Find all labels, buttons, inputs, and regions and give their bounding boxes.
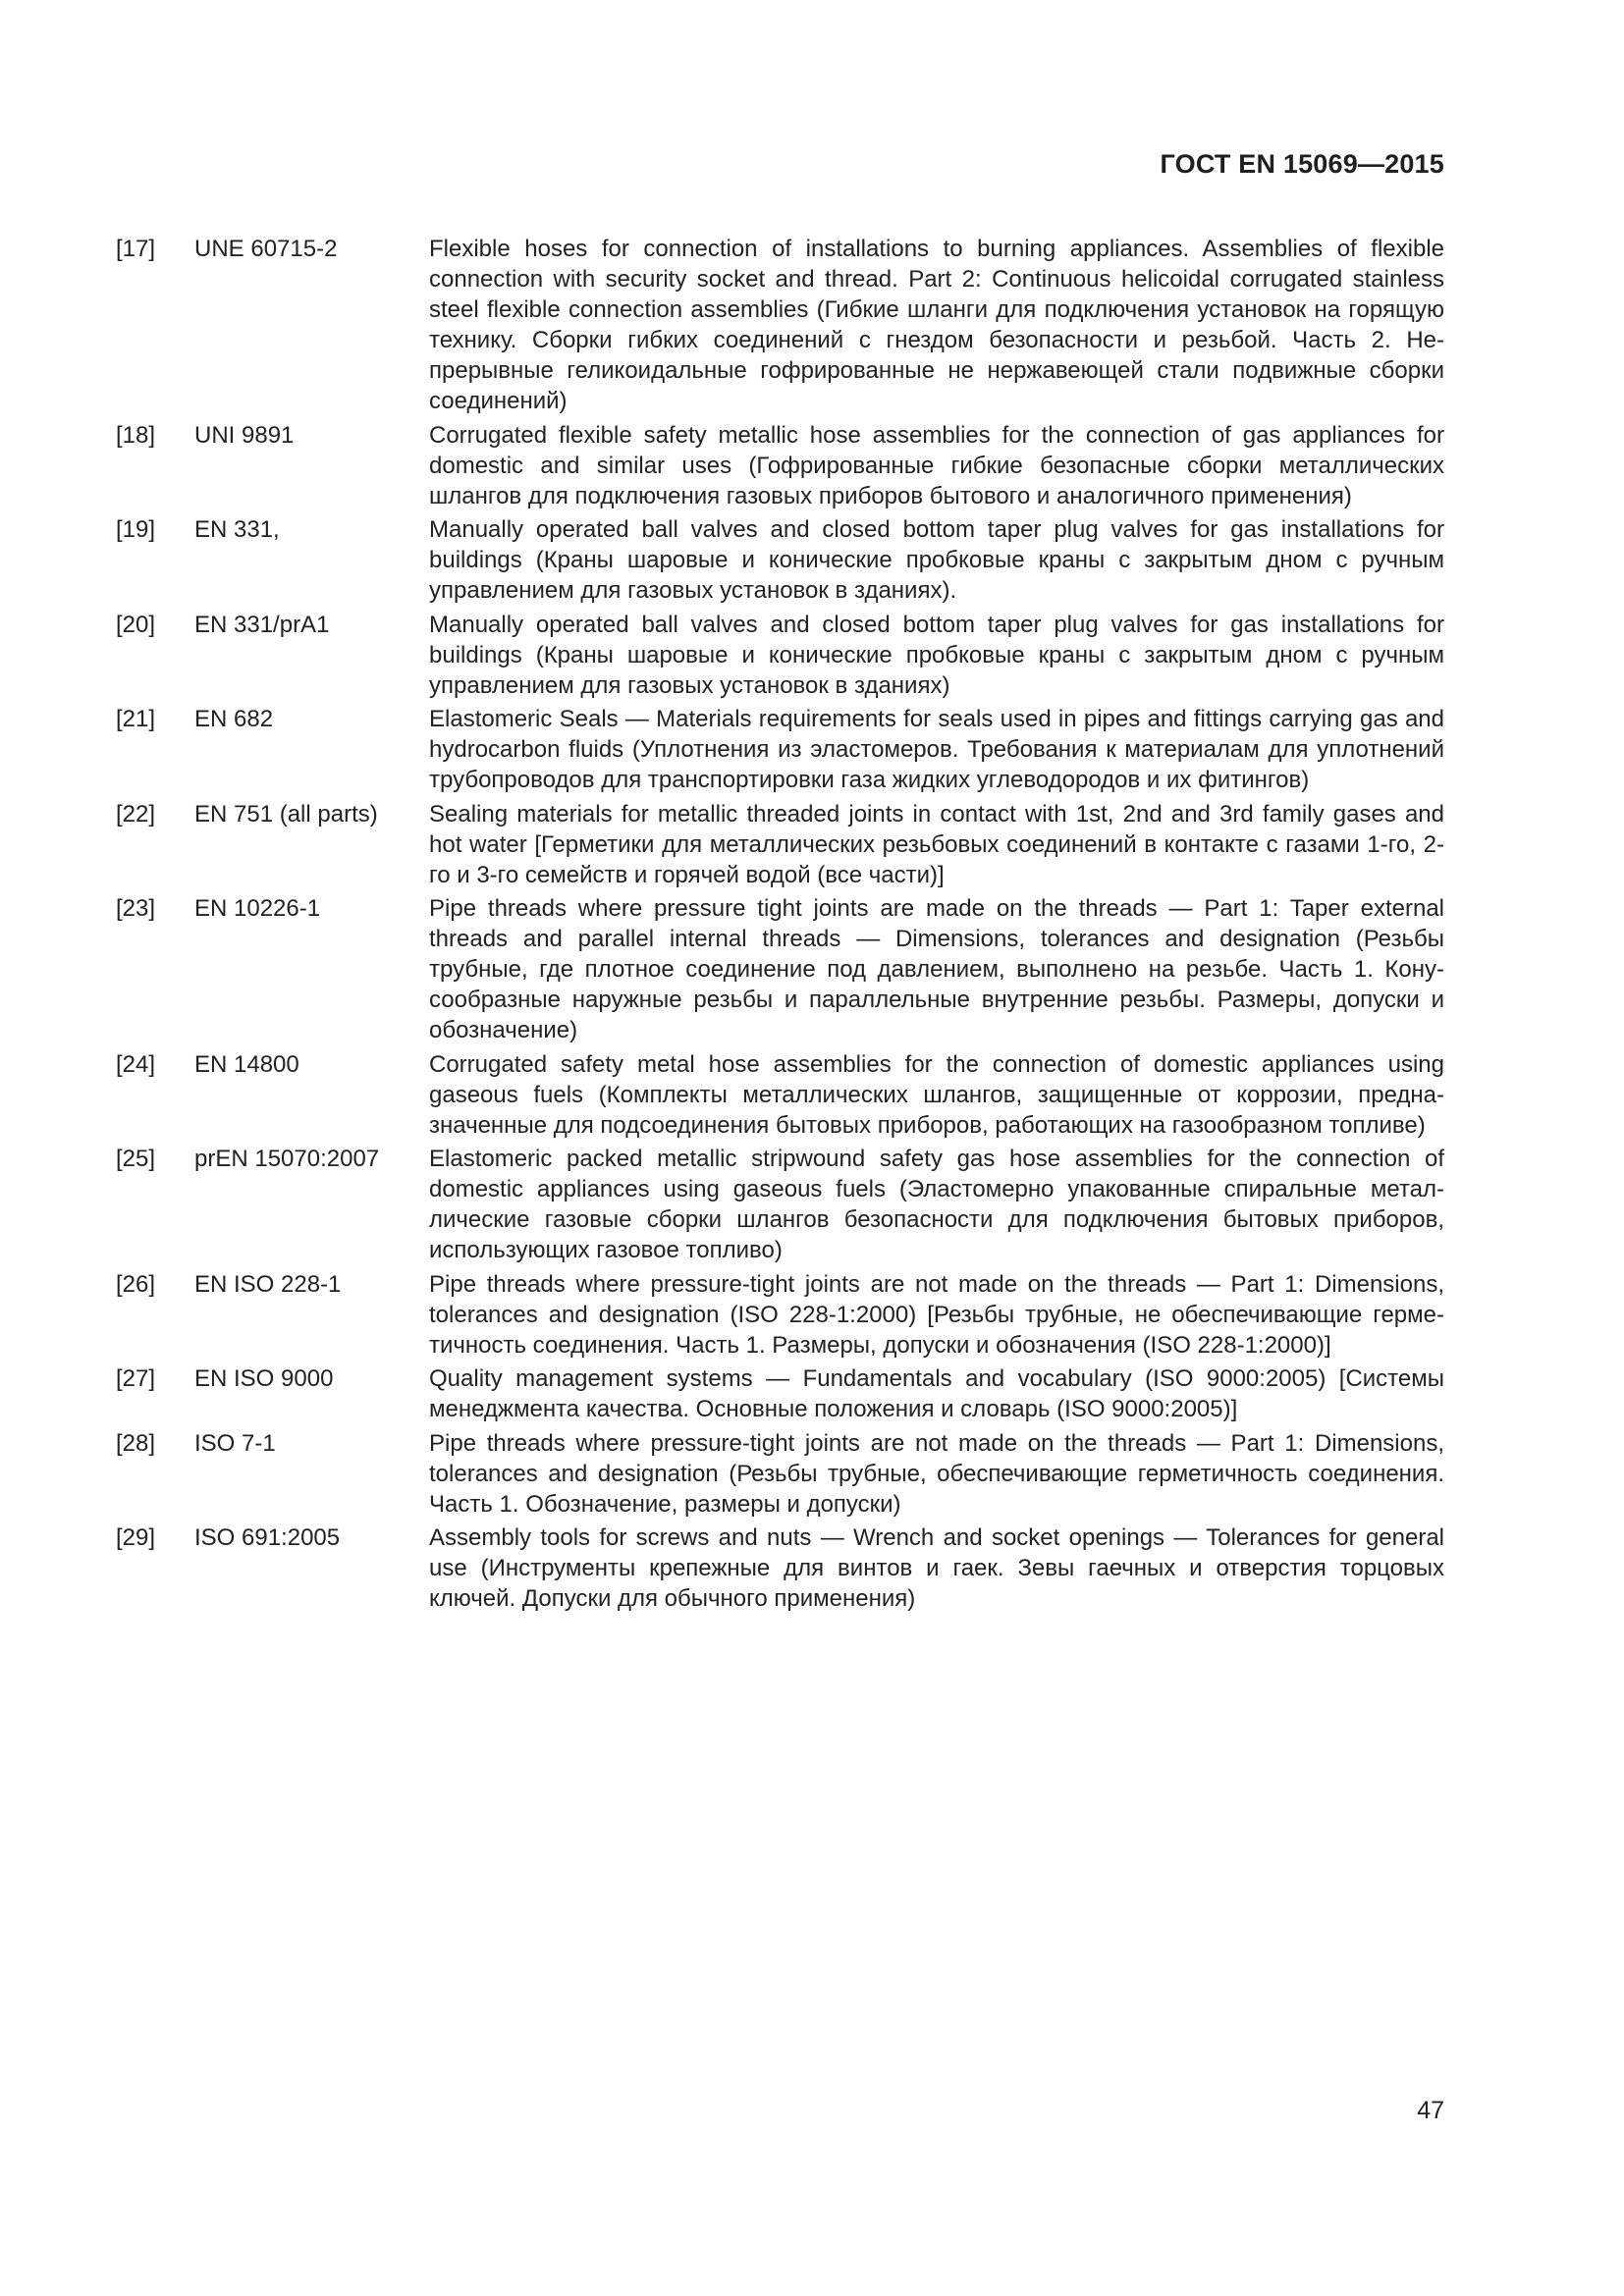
bibliography-entry [116, 1269, 1444, 1361]
bibliography-entry [116, 234, 1444, 416]
entry-title: Pipe threads where pressure-tight joints are not made on the threads — Part 1: Dimensions, tolerances and designation (ISO 228-1:2000) [Резьбы трубные, не обеспечивающие герметичность соединения. Часть 1. Размеры, допуски и обозначения (ISO 228-1:2000)] [429, 1270, 1444, 1359]
bibliography-entry [116, 893, 1444, 1045]
bibliography-entry [116, 1144, 1444, 1265]
entry-title: Quality management systems — Fundamentals and vocabulary (ISO 9000:2005) [Системы менеджмента качества. Основные положения и словарь (ISO 9000:2005)] [429, 1365, 1444, 1422]
bibliography-entry [116, 610, 1444, 701]
entry-number: [26] [116, 1270, 156, 1298]
entry-document-code: EN 331/prA1 [194, 611, 330, 638]
entry-number: [17] [116, 236, 156, 262]
bibliography-entry [116, 1363, 1444, 1424]
entry-document-code: EN 751 (all parts) [194, 800, 378, 828]
entry-number: [23] [116, 895, 156, 922]
bibliography-list [116, 234, 1444, 1618]
entry-document-code: UNE 60715-2 [194, 236, 338, 262]
entry-title: Sealing materials for metallic threaded joints in contact with 1st, 2nd and 3rd family gases and hot water [Герметики для металлических резьбовых соединений в контакте с газами 1-го, 2-го и 3-го семейств и горячей водой (все части)] [429, 800, 1444, 888]
entry-number: [22] [116, 800, 156, 828]
entry-number: [19] [116, 516, 156, 543]
entry-document-code: UNI 9891 [194, 421, 295, 449]
bibliography-entry [116, 799, 1444, 890]
entry-title: Elastomeric Seals — Materials requirements for seals used in pipes and fittings carrying gas and hydrocarbon fluids (Уплотнения из эластомеров. Требования к материалам для уплотнений трубопроводов для транспортировки газа жидких углеводородов и их фитингов) [429, 706, 1444, 793]
entry-title: Corrugated flexible safety metallic hose assemblies for the connection of gas appliances for domestic and similar uses (Гофрированные гибкие безопасные сборки металлических шлангов для подключения газовых приборов бытового и аналогичного применения) [429, 421, 1444, 509]
standard-designation: ГОСТ EN 15069—2015 [1160, 149, 1444, 179]
entry-number: [29] [116, 1524, 156, 1551]
entry-document-code: EN ISO 9000 [194, 1365, 334, 1392]
entry-title: Corrugated safety metal hose assemblies for the connection of domestic appliances using gaseous fuels (Комплекты металлических шлангов, защищенные от коррозии, предназначенные для подсоединения бытовых приборов, работающих на газообразном топливе) [429, 1050, 1444, 1139]
entry-document-code: prEN 15070:2007 [194, 1146, 380, 1172]
entry-title: Assembly tools for screws and nuts — Wrench and socket openings — Tolerances for general use (Инструменты крепежные для винтов и гаек. Зевы гаечных и отверстия торцовых ключей. Допуски для обычного применения) [429, 1524, 1444, 1612]
entry-number: [27] [116, 1365, 156, 1392]
bibliography-entry [116, 1522, 1444, 1614]
page-number: 47 [1417, 2097, 1444, 2124]
entry-number: [24] [116, 1050, 156, 1078]
entry-title: Manually operated ball valves and closed bottom taper plug valves for gas installations for buildings (Краны шаровые и конические пробковые краны с закрытым дном с ручным управлением для газовых установок в зданиях) [429, 611, 1444, 699]
entry-number: [25] [116, 1146, 156, 1172]
entry-title: Pipe threads where pressure-tight joints are not made on the threads — Part 1: Dimensions, tolerances and designation (Резьбы трубные, обеспечивающие герметичность соединения. Часть 1. Обозначение, размеры и допуски) [429, 1429, 1444, 1518]
entry-document-code: EN 331, [194, 516, 280, 543]
bibliography-entry [116, 420, 1444, 511]
bibliography-entry [116, 1428, 1444, 1520]
entry-document-code: EN 10226-1 [194, 895, 321, 922]
entry-document-code: ISO 7-1 [194, 1429, 276, 1457]
entry-title: Manually operated ball valves and closed bottom taper plug valves for gas installations for buildings (Краны шаровые и конические пробковые краны с закрытым дном с ручным управлением для газовых установок в зданиях). [429, 516, 1444, 604]
entry-number: [28] [116, 1429, 156, 1457]
entry-title: Flexible hoses for connection of installations to burning appliances. Assemblies of flexible connection with security socket and thread. Part 2: Continuous helicoidal corrugated stainless steel flexible connection assemblies (Гибкие шланги для подключения установок на горящую технику. Сборки гибких соединений с гнездом безопасности и резьбой. Часть 2. Непрерывные геликоидальные гофрированные не нержавеющей стали подвижные сборки соединений) [429, 236, 1444, 414]
entry-number: [20] [116, 611, 156, 638]
entry-title: Elastomeric packed metallic stripwound safety gas hose assemblies for the connection of domestic appliances using gaseous fuels (Эластомерно упакованные спиральные металлические газовые сборки шлангов безопасности для подключения бытовых приборов, использующих газовое топливо) [429, 1146, 1444, 1263]
entry-number: [18] [116, 421, 156, 449]
bibliography-entry [116, 514, 1444, 606]
bibliography-entry [116, 704, 1444, 795]
entry-title: Pipe threads where pressure tight joints are made on the threads — Part 1: Taper external threads and parallel internal threads — Dimensions, tolerances and designation (Резьбы трубные, где плотное соединение под давлением, выполнено на резьбе. Часть 1. Конусообразные наружные резьбы и параллельные внутренние резьбы. Размеры, допуски и обозначение) [429, 895, 1444, 1043]
entry-document-code: ISO 691:2005 [194, 1524, 341, 1551]
entry-document-code: EN 14800 [194, 1050, 299, 1078]
entry-number: [21] [116, 706, 156, 732]
entry-document-code: EN ISO 228-1 [194, 1270, 342, 1298]
entry-document-code: EN 682 [194, 706, 274, 732]
bibliography-entry [116, 1049, 1444, 1141]
